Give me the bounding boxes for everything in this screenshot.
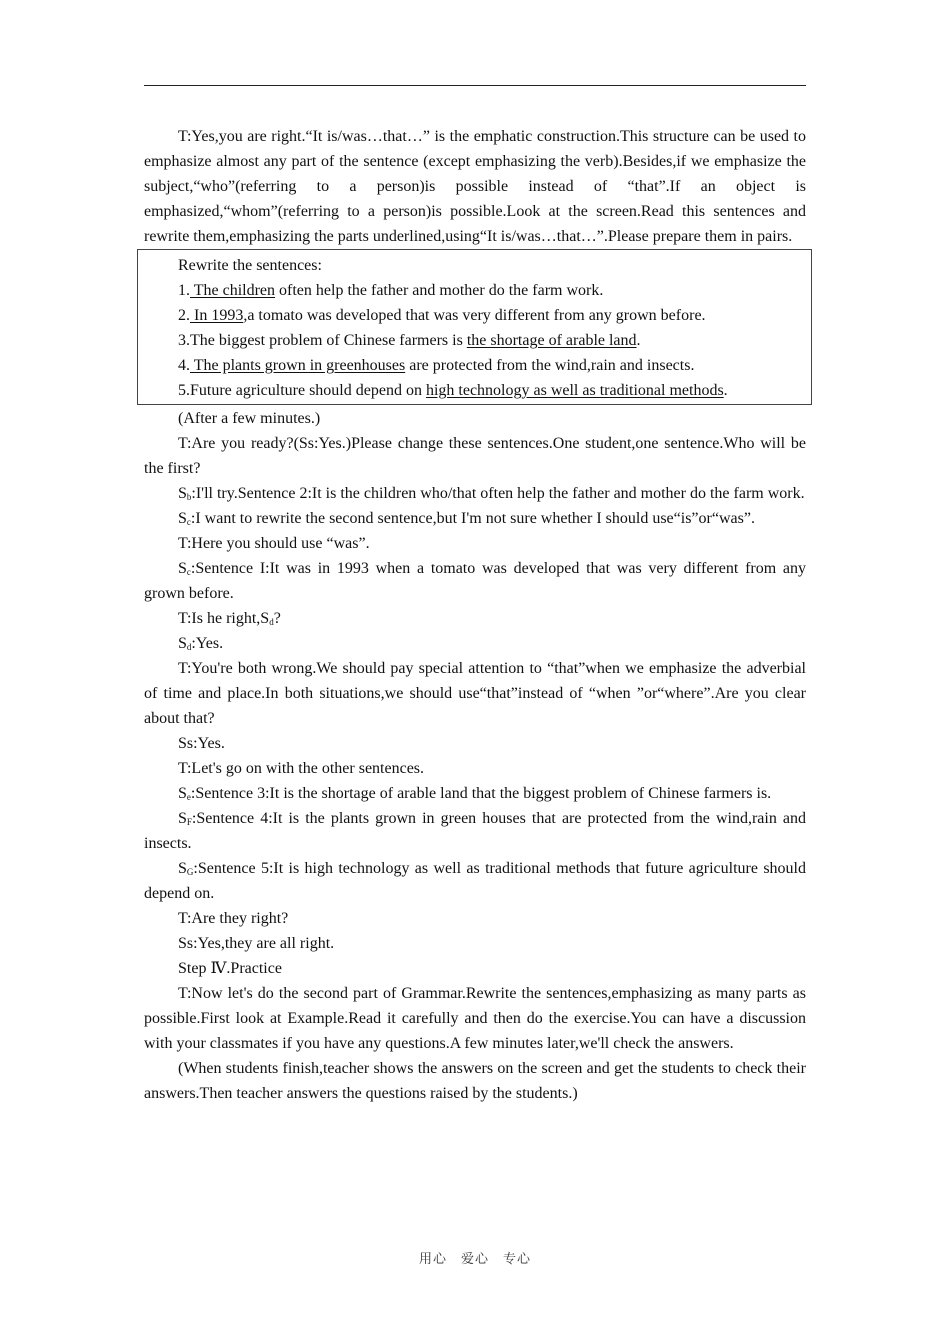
intro-paragraph: T:Yes,you are right.“It is/was…that…” is the emphatic construction.This structure can be used to emphasize almost any part of the sentence (except emphasizing the verb).Besides,if we emphasize the subject,“who”(referring to a person)is possible instead of “that”.If an object is emphasized,“whom”(referring to a person)is possible.Look at the screen.Read this sentences and rewrite them,emphasizing the parts underlined,using“It is/was…that…”.Please prepare them in pairs. [144, 128, 806, 245]
student-line-se: $S_e:Sentence$ 3:It is the shortage of arable land that the biggest problem of Chinese farmers is. [178, 785, 772, 802]
student-line-sc: $S_c:I$ want to rewrite the second sentence,but I'm not sure whether I should use“is”or“was”. [178, 510, 755, 527]
student-line-sg: $S_G:Sentence$ 5:It is high technology as well as traditional methods that future agriculture should depend on. [144, 860, 806, 902]
teacher-line: T:Is he $right,S_d$? [178, 610, 281, 627]
teacher-line: T:Now let's do the second part of Grammar.Rewrite the sentences,emphasizing as many parts as possible.First look at Example.Read it carefully and then do the exercise.You can have a discussion with your classmates if you have any questions.A few minutes later,we'll check the answers. [144, 985, 806, 1052]
exercise-item: 3.The biggest problem of Chinese farmers is the shortage of arable land. [178, 332, 641, 349]
page-footer: 用心 爱心 专心 [418, 1252, 531, 1267]
teacher-line: T:Let's go on with the other sentences. [178, 760, 425, 777]
page-content [144, 124, 806, 1106]
header-rule [144, 85, 806, 86]
teacher-line: T:You're both wrong.We should pay special attention to “that”when we emphasize the adverbial of time and place.In both situations,we should use“that”instead of “when ”or“where”.Are you clear about that? [144, 660, 806, 727]
step-heading: Step Ⅳ.Practice [178, 960, 282, 977]
students-line: Ss:Yes,they are all right. [178, 935, 335, 952]
exercise-item: 1. The children often help the father and mother do the farm work. [178, 282, 604, 299]
after-minutes: (After a few minutes.) [178, 410, 321, 427]
exercise-item: 2. In 1993,a tomato was developed that was very different from any grown before. [178, 307, 706, 324]
exercise-item: 4. The plants grown in greenhouses are protected from the wind,rain and insects. [178, 357, 695, 374]
exercise-heading: Rewrite the sentences: [178, 257, 322, 274]
teacher-line: T:Here you should use “was”. [178, 535, 370, 552]
student-line-sc: $S_c:Sentence$ I:It was in 1993 when a tomato was developed that was very different from any grown before. [144, 560, 806, 602]
teacher-line: T:Are they right? [178, 910, 289, 927]
student-line-sf: $S_F:Sentence$ 4:It is the plants grown in green houses that are protected from the wind,rain and insects. [144, 810, 806, 852]
closing-note: (When students finish,teacher shows the answers on the screen and get the students to check their answers.Then teacher answers the questions raised by the students.) [144, 1060, 806, 1102]
teacher-line: T:Are you ready?(Ss:Yes.)Please change these sentences.One student,one sentence.Who will be the first? [144, 435, 806, 477]
student-line-sb: $S_b:I'll$ try.Sentence 2:It is the children who/that often help the father and mother do the farm work. [178, 485, 805, 502]
exercise-box [137, 249, 812, 405]
students-line: Ss:Yes. [178, 735, 225, 752]
exercise-item: 5.Future agriculture should depend on high technology as well as traditional methods. [178, 382, 728, 399]
student-line-sd: $S_d:Yes$. [178, 635, 224, 652]
